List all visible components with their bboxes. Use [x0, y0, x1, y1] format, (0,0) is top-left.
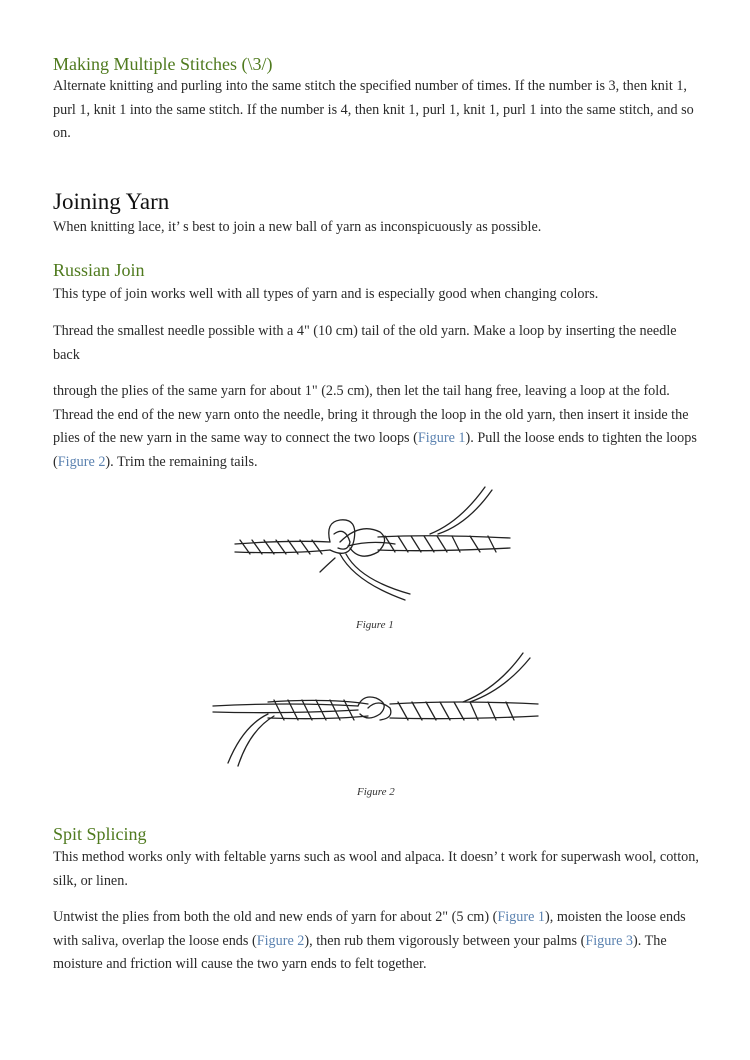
paragraph-russian-join-2: Thread the smallest needle possible with a 4" (10 cm) tail of the old yarn. Make a loop by inserting the needle back — [53, 323, 677, 363]
section-heading-russian-join: Russian Join — [53, 260, 145, 280]
paragraph-russian-join-3 — [53, 380, 701, 474]
figure-2-link[interactable]: Figure 2 — [57, 453, 106, 470]
text-run: ). Pull the loose ends to tighten the loops ( — [53, 430, 697, 470]
text-run: ), moisten the loose ends with saliva, overlap the loose ends ( — [53, 909, 686, 949]
paragraph-joining-yarn-intro: When knitting lace, it’ s best to join a new ball of yarn as inconspicuously as possible. — [53, 219, 542, 235]
figure-3-link[interactable]: Figure 3 — [585, 932, 634, 949]
paragraph-spit-splicing-1: This method works only with feltable yarns such as wool and alpaca. It doesn’ t work for superwash wool, cotton, silk, or linen. — [53, 849, 699, 889]
paragraph-russian-join-1: This type of join works well with all types of yarn and is especially good when changing colors. — [53, 286, 599, 302]
section-heading-spit-splicing: Spit Splicing — [53, 824, 147, 844]
text-run: ), then rub them vigorously between your palms ( — [304, 932, 586, 949]
section-heading-joining-yarn: Joining Yarn — [53, 189, 170, 214]
figure-2-illustration — [208, 648, 548, 773]
text-run: ). The moisture and friction will cause the two yarn ends to felt together. — [53, 932, 667, 972]
figure-1-caption: Figure 1 — [356, 619, 394, 631]
figure-1-link[interactable]: Figure 1 — [417, 430, 466, 446]
figure-1-illustration — [230, 482, 520, 607]
section-heading-multiple-stitches: Making Multiple Stitches (\3/) — [53, 54, 273, 74]
text-run: ). Trim the remaining tails. — [105, 453, 258, 470]
figure-2-caption: Figure 2 — [357, 786, 395, 798]
paragraph-multiple-stitches: Alternate knitting and purling into the same stitch the specified number of times. If the number is 3, then knit 1, purl 1, knit 1 into the same stitch. If the number is 4, then knit 1, purl 1, knit 1, purl 1 into the same stitch, and so on. — [53, 78, 694, 141]
figure-1-link[interactable]: Figure 1 — [497, 909, 546, 925]
paragraph-spit-splicing-2 — [53, 906, 701, 977]
text-run: through the plies of the same yarn for about 1" (2.5 cm), then let the tail hang free, leaving a loop at the fold. Thread the end of the new yarn onto the needle, bring it through the loop in the old yarn, then insert it inside the plies of the new yarn in the same way to connect the two loops ( — [53, 383, 689, 446]
text-run: Untwist the plies from both the old and new ends of yarn for about 2" (5 cm) ( — [53, 909, 498, 925]
figure-2-link[interactable]: Figure 2 — [256, 932, 305, 949]
